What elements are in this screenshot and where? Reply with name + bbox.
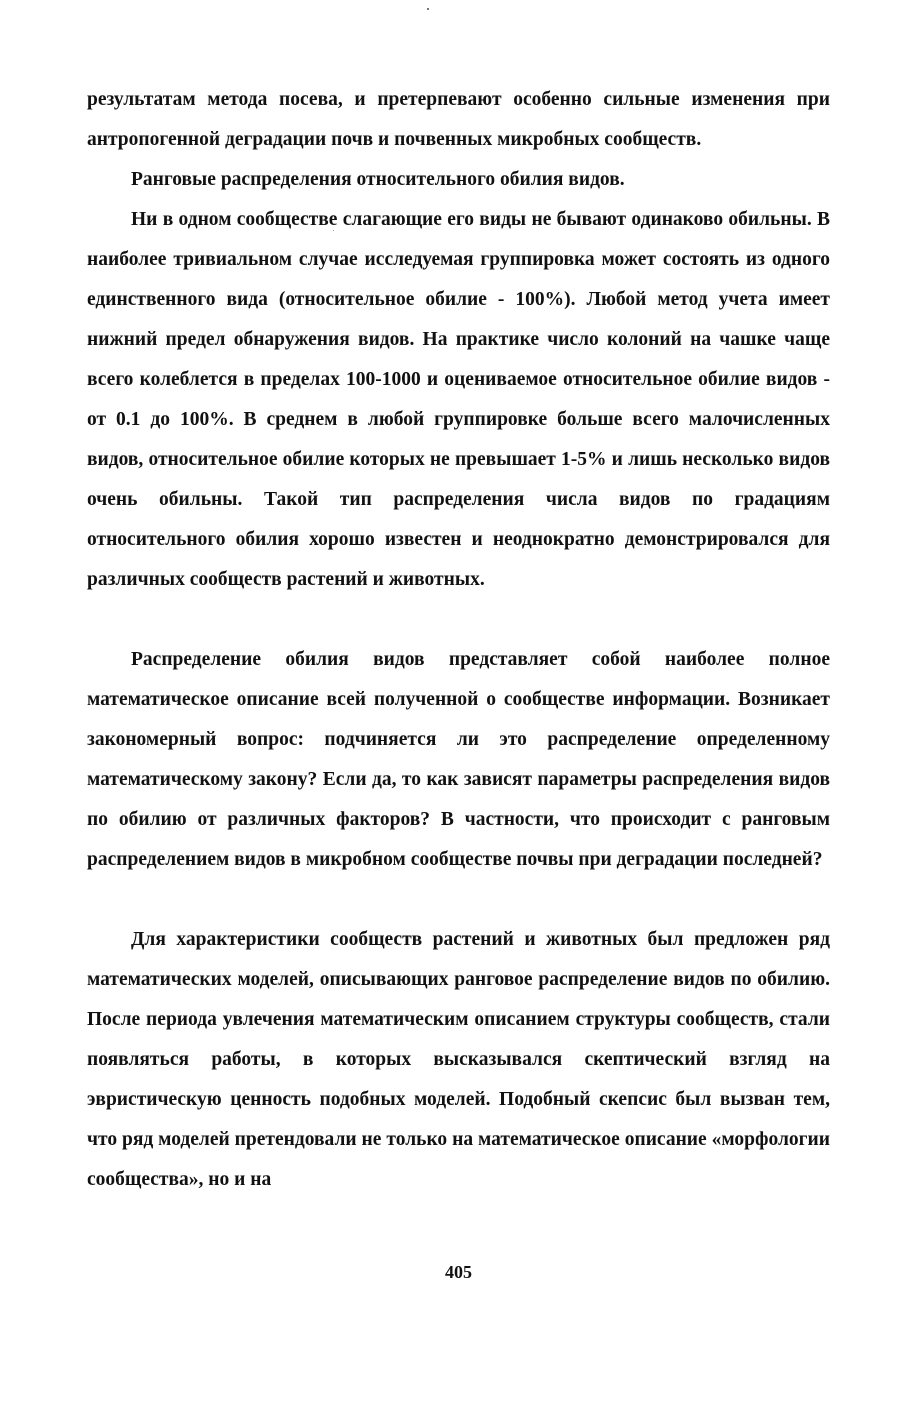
section-heading: Ранговые распределения относительного обилия видов.: [131, 169, 625, 190]
paragraph-continuation: результатам метода посева, и претерпевают особенно сильные изменения при антропогенной деградации почв и почвенных микробных сообществ.: [87, 89, 830, 150]
scan-artifact: [427, 8, 429, 10]
paragraph: Ни в одном сообществе слагающие его виды не бывают одинаково обильны. В наиболее тривиальном случае исследуемая группировка может состоять из одного единственного вида (относительное обилие - 100%). Любой метод учета имеет нижний предел обнаружения видов. На практике число колоний на чашке чаще всего колеблется в пределах 100-1000 и оцениваемое относительное обилие видов - от 0.1 до 100%. В среднем в любой группировке больше всего малочисленных видов, относительное обилие которых не превышает 1-5% и лишь несколько видов очень обильны. Такой тип распределения числа видов по градациям относительного обилия хорошо известен и неоднократно демонстрировался для различных сообществ растений и животных.: [87, 209, 830, 590]
paragraph: Распределение обилия видов представляет собой наиболее полное математическое описание всей полученной о сообществе информации. Возникает закономерный вопрос: подчиняется ли это распределение определенному математическому закону? Если да, то как зависят параметры распределения видов по обилию от различных факторов? В частности, что происходит с ранговым распределением видов в микробном сообществе почвы при деградации последней?: [87, 649, 830, 870]
paragraph: Для характеристики сообществ растений и животных был предложен ряд математических моделей, описывающих ранговое распределение видов по обилию. После периода увлечения математическим описанием структуры сообществ, стали появляться работы, в которых высказывался скептический взгляд на эвристическую ценность подобных моделей. Подобный скепсис был вызван тем, что ряд моделей претендовали не только на математическое описание «морфологии сообщества», но и на: [87, 929, 830, 1190]
page-number: 405: [445, 1262, 472, 1282]
